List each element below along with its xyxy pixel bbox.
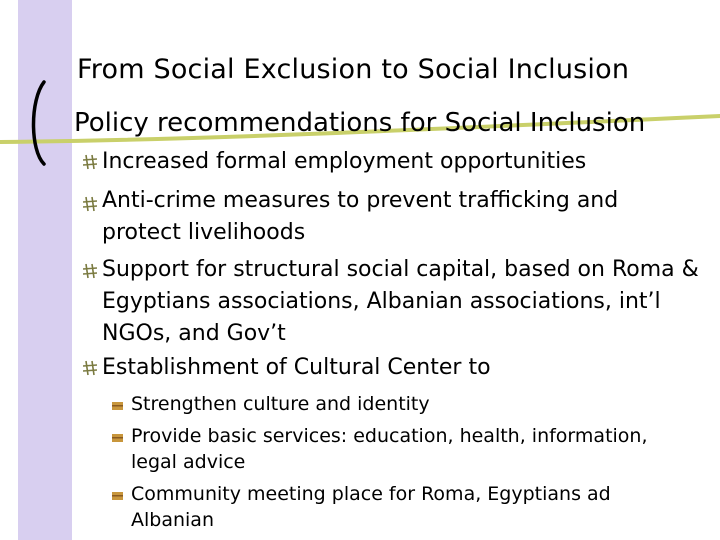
- bullet-icon: [83, 263, 97, 279]
- bullet-item: Increased formal employment opportunities: [102, 149, 587, 174]
- sub-bullet-icon: [112, 402, 123, 410]
- bullet-item: Anti-crime measures to prevent trafficking and protect livelihoods: [102, 188, 619, 245]
- bullet-item: Establishment of Cultural Center to: [102, 355, 491, 380]
- sub-bullet-icon: [112, 492, 123, 500]
- slide-title: From Social Exclusion to Social Inclusion: [77, 54, 630, 85]
- sub-bullet-item: Strengthen culture and identity: [131, 393, 430, 415]
- sub-bullet-item: Community meeting place for Roma, Egyptians ad Albanian: [131, 483, 611, 531]
- bullet-item: Support for structural social capital, based on Roma & Egyptians associations, Albanian associations, int’l NGOs, and Gov’t: [102, 257, 699, 346]
- slide-subtitle: Policy recommendations for Social Inclusion: [74, 108, 646, 138]
- bullet-icon: [83, 196, 97, 212]
- bullet-icon: [83, 154, 97, 170]
- sub-bullet-item: Provide basic services: education, health, information, legal advice: [131, 425, 648, 473]
- bracket-decoration: [8, 60, 48, 170]
- sub-bullet-icon: [112, 434, 123, 442]
- bullet-icon: [83, 360, 97, 376]
